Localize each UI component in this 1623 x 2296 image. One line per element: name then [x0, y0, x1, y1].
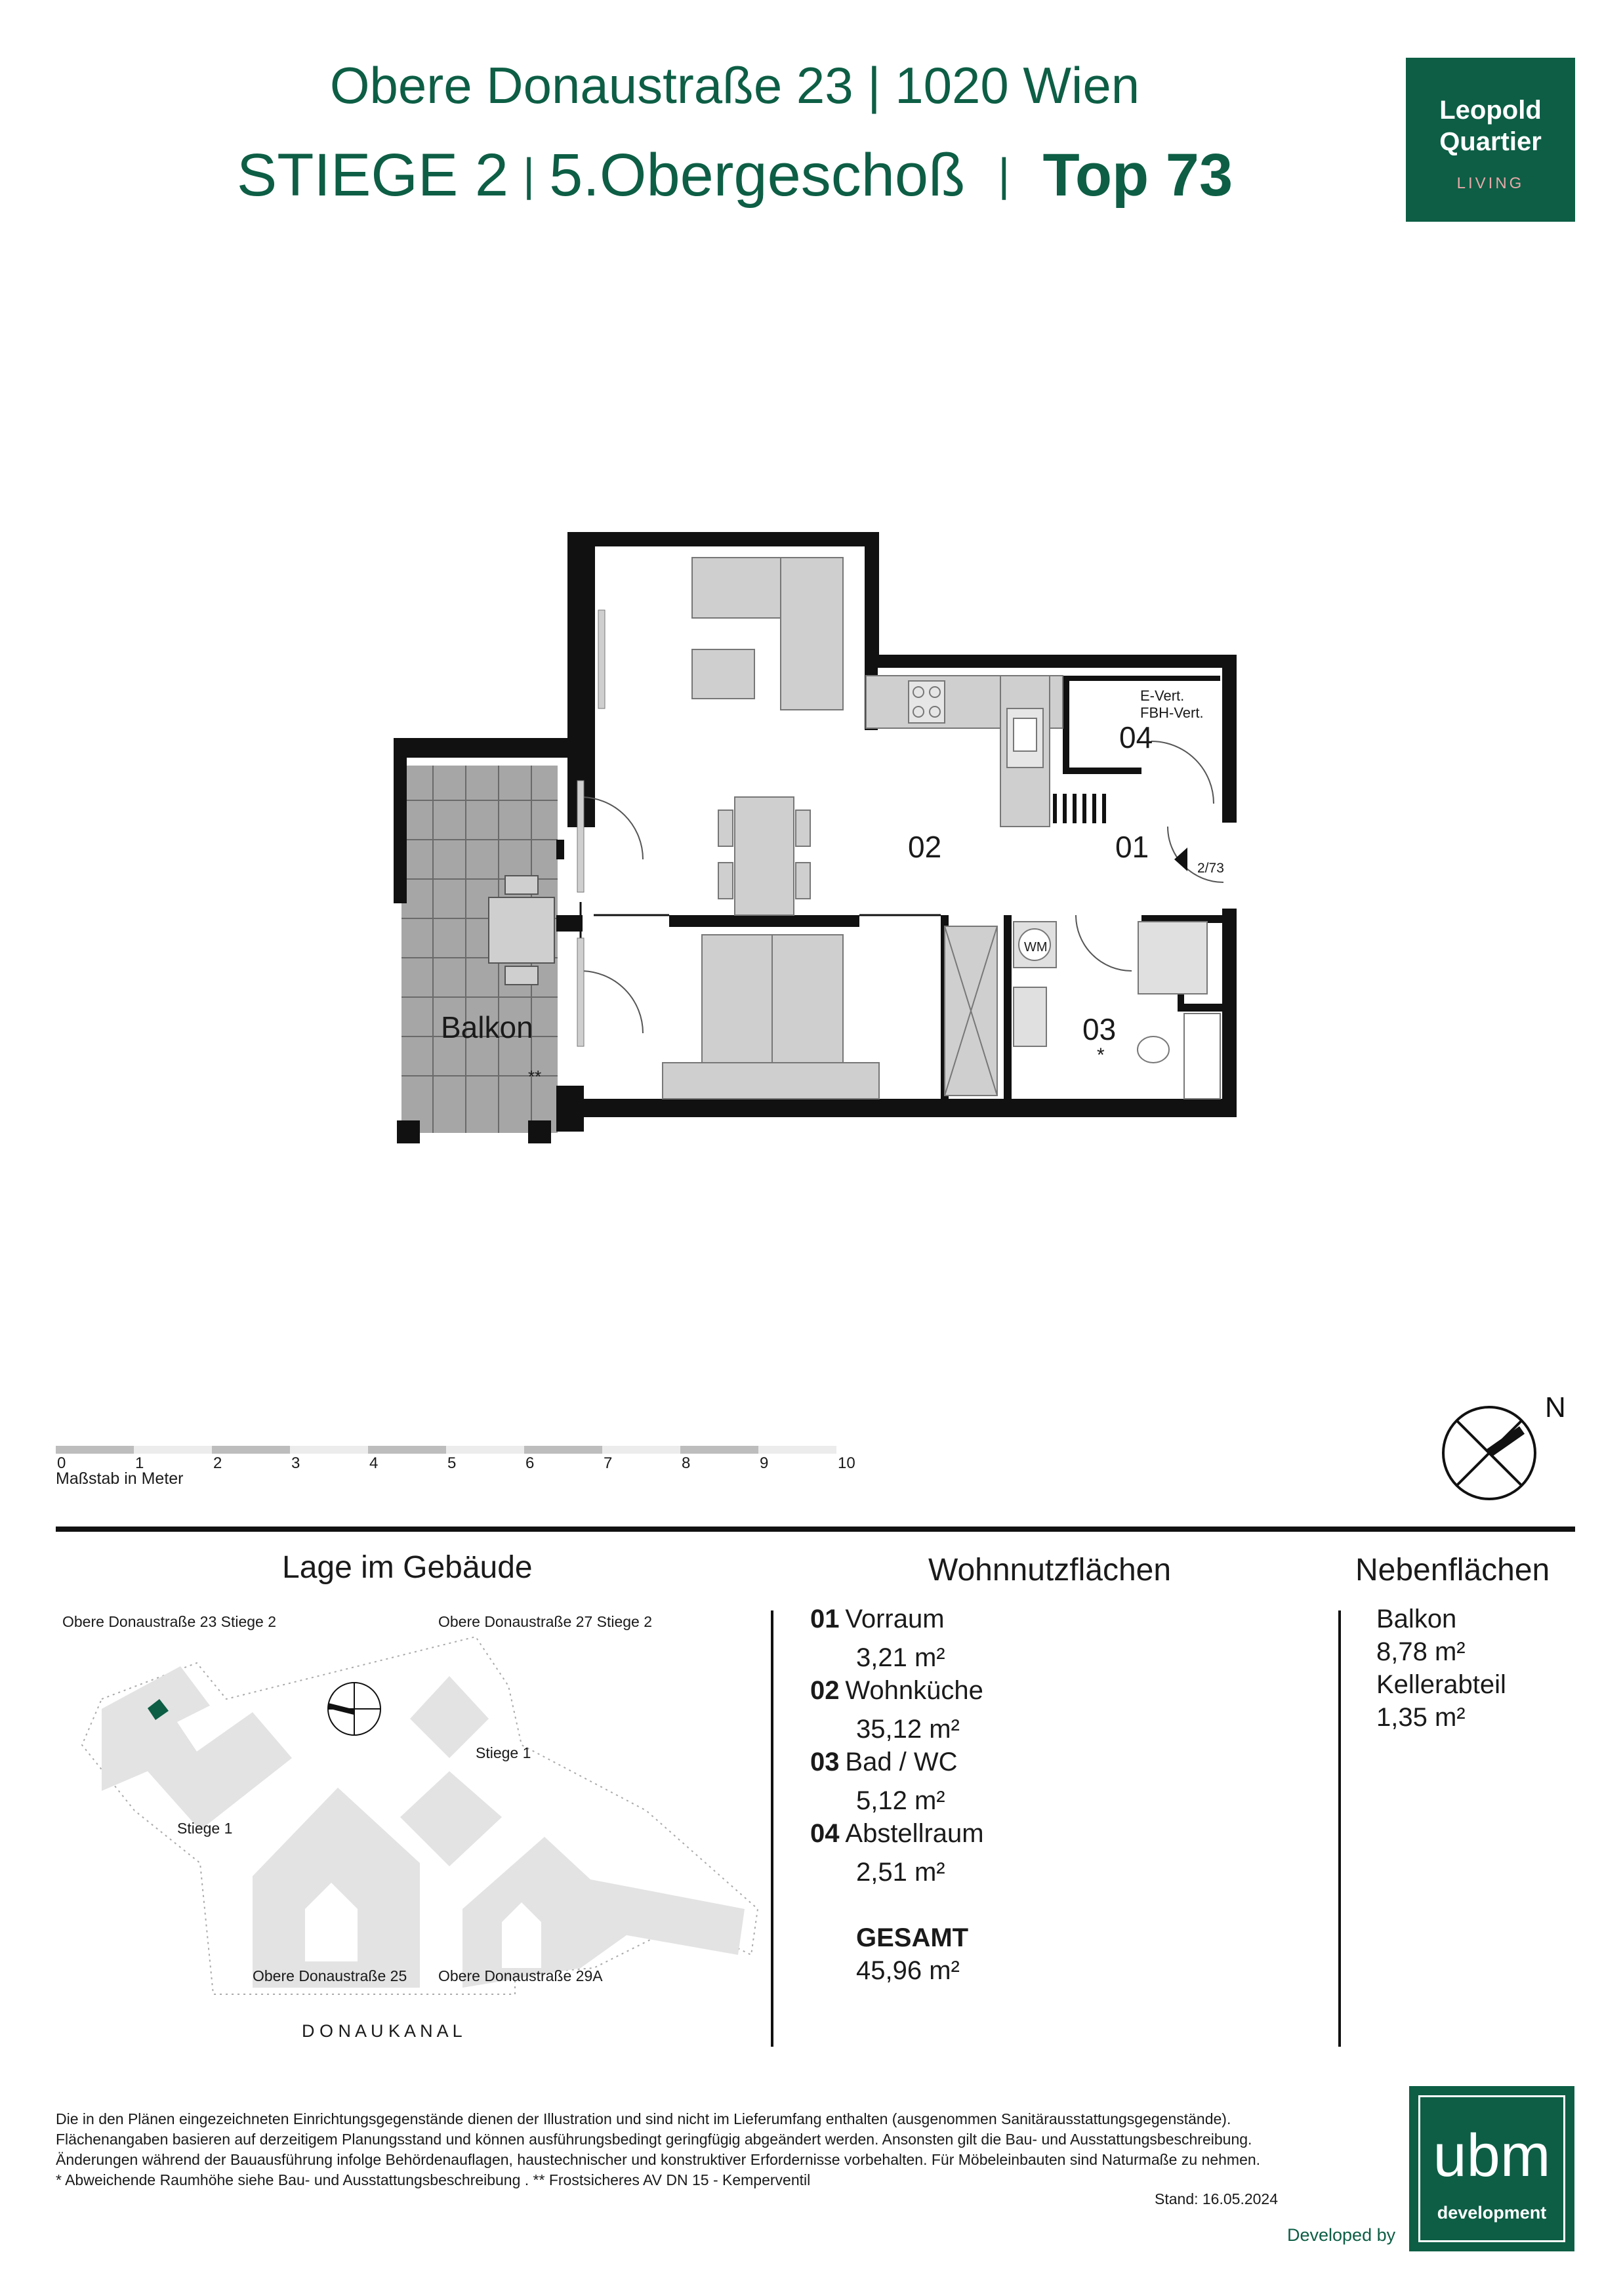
label-donaukanal: D O N A U K A N A L	[302, 2021, 462, 2041]
scale-segment	[56, 1446, 134, 1454]
ubm-logo	[1409, 2086, 1574, 2251]
logo-line-3: LIVING	[1456, 174, 1525, 192]
scale-tick-label: 6	[525, 1454, 535, 1469]
total-area: 45,96 m²	[856, 1956, 960, 1985]
scale-segment	[134, 1446, 212, 1454]
list-item-area: 2,51 m²	[856, 1858, 945, 1887]
scale-segment	[602, 1446, 680, 1454]
section-divider	[56, 1527, 1575, 1532]
label-stiege1-right: Stiege 1	[476, 1744, 531, 1761]
header-address: Obere Donaustraße 23 | 1020 Wien	[329, 56, 1140, 114]
list-item: Balkon	[1376, 1605, 1457, 1633]
living-areas-list	[810, 1603, 984, 1987]
scale-segment	[290, 1446, 368, 1454]
label-od23-stiege2: Obere Donaustraße 23 Stiege 2	[62, 1613, 277, 1630]
scale-bar	[56, 1443, 876, 1469]
ubm-logo-word: ubm	[1433, 2122, 1551, 2189]
scale-segment	[524, 1446, 602, 1454]
wm-label: WM	[1024, 940, 1048, 954]
sofa-icon	[692, 558, 843, 710]
room-label-01: 01	[1115, 830, 1149, 864]
north-label: N	[1545, 1391, 1566, 1424]
list-item-area: 1,35 m²	[1376, 1703, 1466, 1732]
logo-line-2: Quartier	[1439, 127, 1542, 156]
scale-tick-label: 5	[447, 1454, 457, 1469]
list-item: 03 Bad / WC	[810, 1748, 958, 1776]
side-areas-title: Nebenflächen	[1355, 1553, 1550, 1588]
scale-tick-label: 0	[57, 1454, 66, 1469]
disclaimer-line: Die in den Plänen eingezeichneten Einrichtungsgegenstände dienen der Illustration und sind nicht im Lieferumfang enthalten (ausgenommen Sanitärausstattungsgegenstände).	[56, 2110, 1231, 2127]
scale-tick-label: 3	[291, 1454, 300, 1469]
stand-date: Stand: 16.05.2024	[1155, 2190, 1278, 2207]
scale-tick-label: 7	[604, 1454, 613, 1469]
door-label: 2/73	[1197, 861, 1224, 876]
storage-label-1: E-Vert.	[1140, 687, 1185, 704]
disclaimer-line: Flächenangaben basieren auf derzeitigem Planungsstand und können ausführungsbedingt geringfügig abgeändert werden. Ansonsten gilt die Bau- und Ausstattungsbeschreibung.	[56, 2131, 1252, 2148]
list-item: 04 Abstellraum	[810, 1819, 984, 1848]
scale-segment	[680, 1446, 758, 1454]
scale-tick-label: 1	[135, 1454, 144, 1469]
developed-by: Developed by	[1287, 2225, 1396, 2245]
list-item-area: 35,12 m²	[856, 1715, 960, 1744]
label-od25: Obere Donaustraße 25	[253, 1967, 407, 1984]
header-separator-2: |	[998, 149, 1010, 200]
room-label-03: 03	[1082, 1012, 1117, 1046]
scale-segment	[758, 1446, 836, 1454]
dining-table-icon	[718, 797, 810, 915]
location-map	[56, 1601, 764, 2060]
column-divider-2	[1338, 1610, 1341, 2047]
scale-tick-label: 2	[213, 1454, 222, 1469]
column-divider-1	[771, 1610, 773, 2047]
scale-caption: Maßstab in Meter	[56, 1469, 184, 1488]
label-stiege1-left: Stiege 1	[177, 1820, 233, 1837]
disclaimer	[56, 2109, 1302, 2190]
scale-segment	[212, 1446, 290, 1454]
header-separator: |	[522, 149, 535, 200]
balkon-note: **	[528, 1067, 542, 1086]
room-label-04: 04	[1119, 720, 1153, 754]
list-item: 02 Wohnküche	[810, 1676, 983, 1705]
scale-tick-label: 8	[682, 1454, 691, 1469]
label-od27-stiege2: Obere Donaustraße 27 Stiege 2	[438, 1613, 653, 1630]
room-label-02: 02	[908, 830, 942, 864]
scale-tick-label: 10	[838, 1454, 855, 1469]
logo-line-1: Leopold	[1439, 96, 1542, 125]
scale-segment	[368, 1446, 446, 1454]
header-stair: STIEGE 2	[236, 142, 508, 209]
list-item: Kellerabteil	[1376, 1670, 1506, 1699]
label-od29a: Obere Donaustraße 29A	[438, 1967, 603, 1984]
ubm-logo-sub: development	[1437, 2203, 1547, 2223]
disclaimer-line: * Abweichende Raumhöhe siehe Bau- und Ausstattungsbeschreibung . ** Frostsicheres AV DN 15 - Kemperventil	[56, 2171, 811, 2188]
compass-north-icon	[1430, 1384, 1574, 1509]
header-unit: Top 73	[1042, 142, 1233, 209]
storage-label-2: FBH-Vert.	[1140, 705, 1204, 721]
list-item: 01 Vorraum	[810, 1605, 945, 1633]
side-areas-list	[1376, 1603, 1506, 1734]
room-label-balkon: Balkon	[441, 1010, 533, 1044]
entrance-arrow-icon	[1174, 848, 1187, 871]
bed-icon	[663, 935, 879, 1099]
disclaimer-line: Änderungen während der Bauausführung infolge Behördenauflagen, haustechnischer und konstruktiver Erfordernisse vorbehalten. Für Möbeleinbauten sind Naturmaße zu nehmen.	[56, 2151, 1261, 2168]
scale-segment	[446, 1446, 524, 1454]
list-item-area: 5,12 m²	[856, 1786, 945, 1815]
list-item-area: 3,21 m²	[856, 1643, 945, 1672]
list-item-area: 8,78 m²	[1376, 1637, 1466, 1666]
door-swings	[581, 741, 1223, 1033]
scale-tick-label: 9	[760, 1454, 769, 1469]
scale-tick-label: 4	[369, 1454, 379, 1469]
wardrobe-icon	[945, 926, 997, 1096]
bath-note: *	[1097, 1044, 1105, 1066]
stair-icon	[1053, 794, 1106, 823]
header-floor: 5.Obergeschoß	[549, 142, 966, 209]
total-label: GESAMT	[856, 1923, 969, 1952]
kitchen-counter-icon	[866, 676, 1063, 827]
living-areas-title: Wohnnutzflächen	[928, 1553, 1172, 1588]
location-title: Lage im Gebäude	[282, 1550, 533, 1585]
